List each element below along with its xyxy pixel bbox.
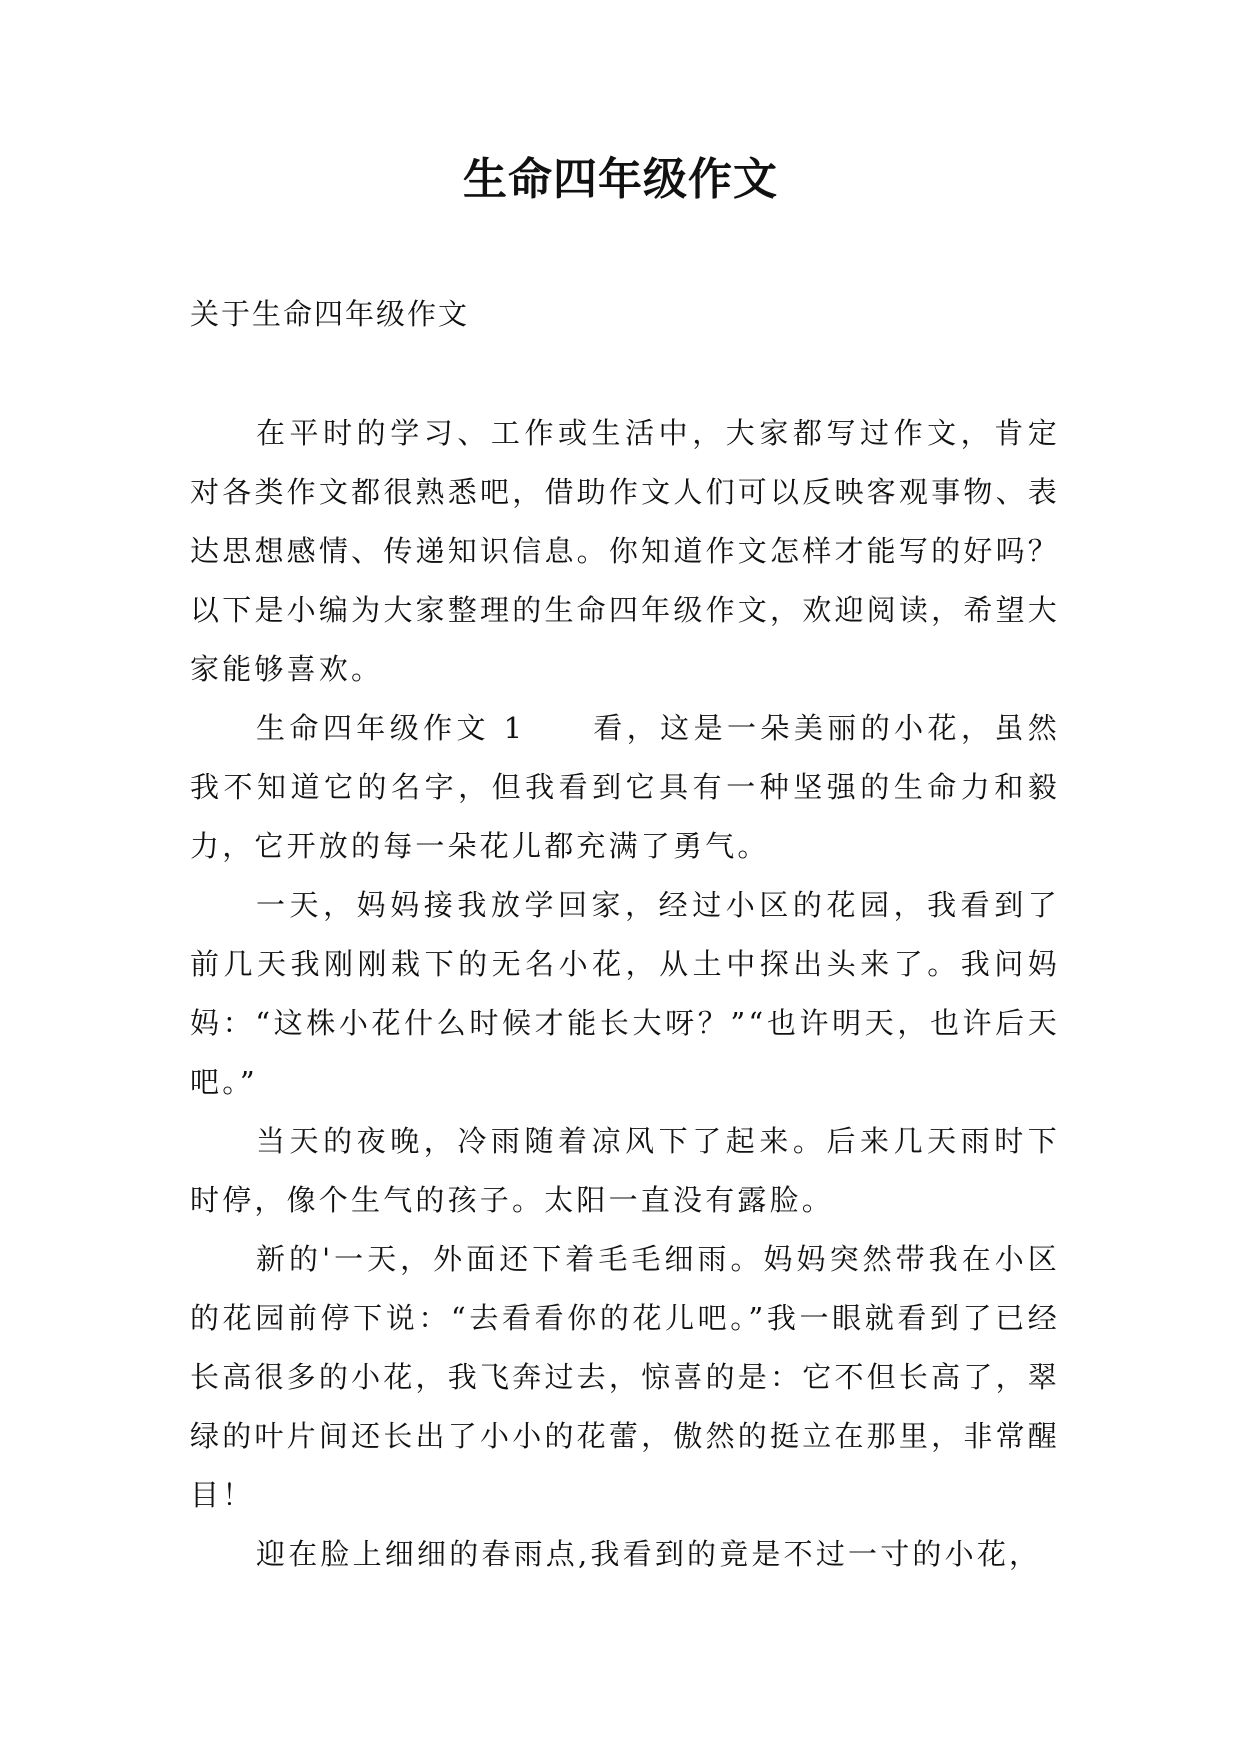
document-body: [190, 404, 1060, 1584]
paragraph-intro: 在平时的学习、工作或生活中，大家都写过作文，肯定对各类作文都很熟悉吧，借助作文人们可以反映客观事物、表达思想感情、传递知识信息。你知道作文怎样才能写的好吗？以下是小编为大家整理的生命四年级作文，欢迎阅读，希望大家能够喜欢。: [190, 416, 1060, 686]
paragraph-spring-rain: 迎在脸上细细的春雨点,我看到的竟是不过一寸的小花，: [256, 1537, 1042, 1571]
paragraph-new-day: 新的'一天，外面还下着毛毛细雨。妈妈突然带我在小区的花园前停下说：“去看看你的花儿吧。”我一眼就看到了已经长高很多的小花，我飞奔过去，惊喜的是：它不但长高了，翠绿的叶片间还长出了小小的花蕾，傲然的挺立在那里，非常醒目！: [190, 1242, 1060, 1512]
paragraph-that-night: 当天的夜晚，冷雨随着凉风下了起来。后来几天雨时下时停，像个生气的孩子。太阳一直没有露脸。: [190, 1124, 1060, 1217]
document-subtitle: 关于生命四年级作文: [190, 297, 470, 331]
document-title: 生命四年级作文: [463, 154, 778, 205]
paragraph-one-day: 一天，妈妈接我放学回家，经过小区的花园，我看到了前几天我刚刚栽下的无名小花，从土中探出头来了。我问妈妈：“这株小花什么时候才能长大呀？”“也许明天，也许后天吧。”: [190, 888, 1060, 1099]
paragraph-essay-1-opening: 生命四年级作文 1 看，这是一朵美丽的小花，虽然我不知道它的名字，但我看到它具有一种坚强的生命力和毅力，它开放的每一朵花儿都充满了勇气。: [190, 711, 1060, 863]
